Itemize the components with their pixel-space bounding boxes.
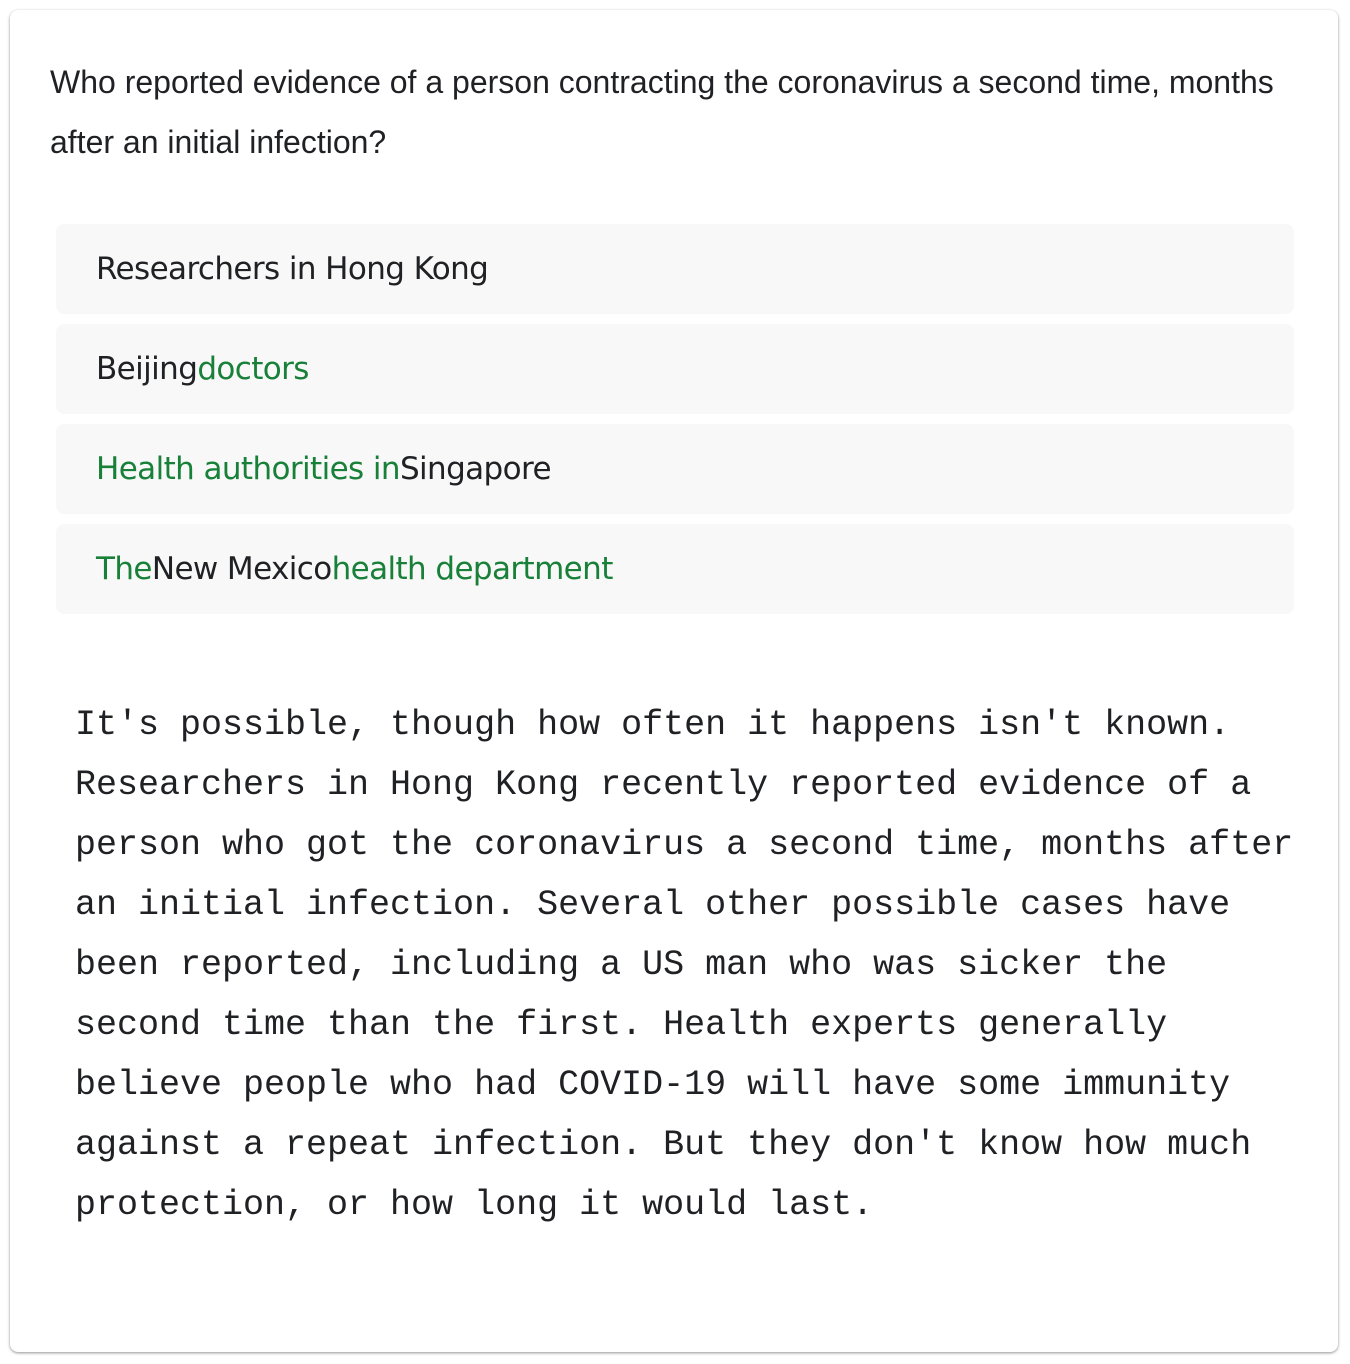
option-segment: Beijing [96,351,198,387]
source-passage: It's possible, though how often it happens isn't known. Researchers in Hong Kong recently reported evidence of a person who got the coronavirus a second time, months after an initial infection. Several other possible cases have been reported, including a US man who was sicker the second time than the first. Health experts generally believe people who had COVID-19 will have some immunity against a repeat infection. But they don't know how much protection, or how long it would last. [75,705,1294,1225]
option-highlight-segment: doctors [197,351,309,387]
answer-option-1[interactable] [56,224,1294,314]
option-segment: Researchers in Hong Kong [96,251,489,287]
option-segment: New Mexico [151,551,332,587]
option-segment: Singapore [399,451,551,487]
question-text: Who reported evidence of a person contracting the coronavirus a second time, months after an initial infection? [50,64,1274,160]
option-highlight-segment: health department [331,551,613,587]
answer-options [56,224,1294,624]
answer-option-4[interactable] [56,524,1294,614]
option-highlight-segment: The [96,551,152,587]
answer-option-2[interactable] [56,324,1294,414]
answer-option-3[interactable] [56,424,1294,514]
quiz-card [10,10,1338,1352]
option-highlight-segment: Health authorities in [96,451,400,487]
